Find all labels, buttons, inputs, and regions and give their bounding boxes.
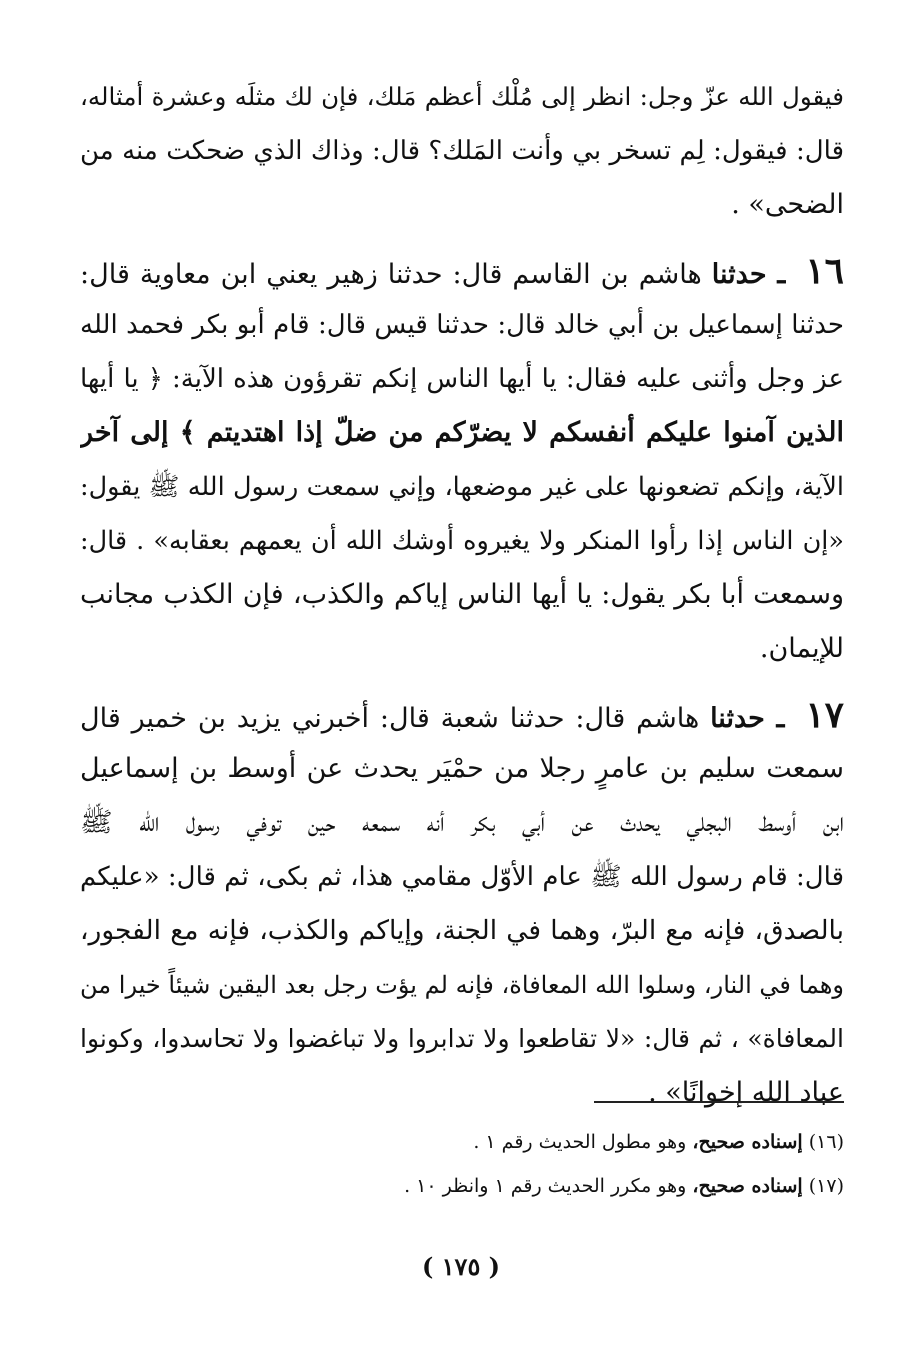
text-line [80, 244, 844, 298]
text-line: المعافاة» ، ثم قال: «لا تقاطعوا ولا تدابروا ولا تباغضوا ولا تحاسدوا، وكونوا [80, 1024, 844, 1053]
text-line: فيقول الله عزّ وجل: انظر إلى مُلْك أعظم مَلك، فإن لك مثلَه وعشرة أمثاله، [80, 82, 844, 111]
hadith-label: ـ حدثنا [711, 259, 786, 290]
text-line: وسمعت أبا بكر يقول: يا أيها الناس إياكم والكذب، فإن الكذب مجانب [80, 579, 844, 610]
hadith-17 [80, 688, 844, 1120]
footnotes [80, 1120, 844, 1208]
hadith-16 [80, 244, 844, 676]
footnote-ref: (١٦) [808, 1131, 844, 1153]
text-line: بالصدق، فإنه مع البرّ، وهما في الجنة، وإياكم والكذب، فإنه مع الفجور، [80, 915, 844, 946]
text-line: ابن أوسط البجلي يحدث عن أبي بكر أنه سمعه حين توفي رسول الله ﷺ [80, 807, 844, 838]
footnote-text: وهو مطول الحديث رقم ١ . [473, 1131, 687, 1153]
main-text [80, 70, 844, 1120]
footnote-label: إسناده صحيح، [692, 1131, 803, 1153]
text-line: الآية، وإنكم تضعونها على غير موضعها، وإني سمعت رسول الله ﷺ يقول: [80, 472, 844, 502]
text-line: عز وجل وأثنى عليه فقال: يا أيها الناس إنكم تقرؤون هذه الآية: ﴿ يا أيها [80, 364, 844, 394]
text-line: للإيمان. [759, 633, 844, 664]
text-line: وهما في النار، وسلوا الله المعافاة، فإنه لم يؤت رجل بعد اليقين شيئاً خيرا من [80, 971, 844, 999]
text-line: الضحى» . [731, 189, 844, 220]
footnote [80, 1164, 844, 1208]
text-line: «إن الناس إذا رأوا المنكر ولا يغيروه أوشك الله أن يعمهم بعقابه» . قال: [80, 526, 844, 556]
hadith-number: ١٦ [805, 250, 844, 292]
page-number: ( ١٧٥ ) [421, 1252, 501, 1281]
text-line: عباد الله إخوانًا» . [648, 1077, 844, 1108]
hadith-number: ١٧ [805, 694, 844, 736]
hadith-label: ـ حدثنا [710, 703, 785, 734]
paragraph-continuation [80, 70, 844, 232]
footnote-text: وهو مكرر الحديث رقم ١ وانظر ١٠ . [404, 1175, 687, 1197]
quran-verse-line: الذين آمنوا عليكم أنفسكم لا يضرّكم من ضلّ إذا اهتديتم ﴾ إلى آخر [80, 417, 844, 448]
text-line: قال: قام رسول الله ﷺ عام الأوّل مقامي هذا، ثم بكى، ثم قال: «عليكم [80, 862, 844, 892]
footnote-label: إسناده صحيح، [692, 1175, 803, 1197]
footnote [80, 1120, 844, 1164]
text-span: هاشم قال: حدثنا شعبة قال: أخبرني يزيد بن خمير قال [80, 703, 700, 734]
text-line: سمعت سليم بن عامرٍ رجلا من حمْيَر يحدث عن أوسط بن إسماعيل [80, 753, 844, 784]
text-line: قال: فيقول: لِم تسخر بي وأنت المَلك؟ قال: وذاك الذي ضحكت منه من [80, 136, 844, 166]
text-span: هاشم بن القاسم قال: حدثنا زهير يعني ابن معاوية قال: [80, 259, 702, 290]
text-line: حدثنا إسماعيل بن أبي خالد قال: حدثنا قيس قال: قام أبو بكر فحمد الله [80, 310, 844, 340]
footnote-ref: (١٧) [808, 1175, 844, 1197]
footnote-separator [594, 1101, 844, 1103]
text-line [80, 688, 844, 742]
